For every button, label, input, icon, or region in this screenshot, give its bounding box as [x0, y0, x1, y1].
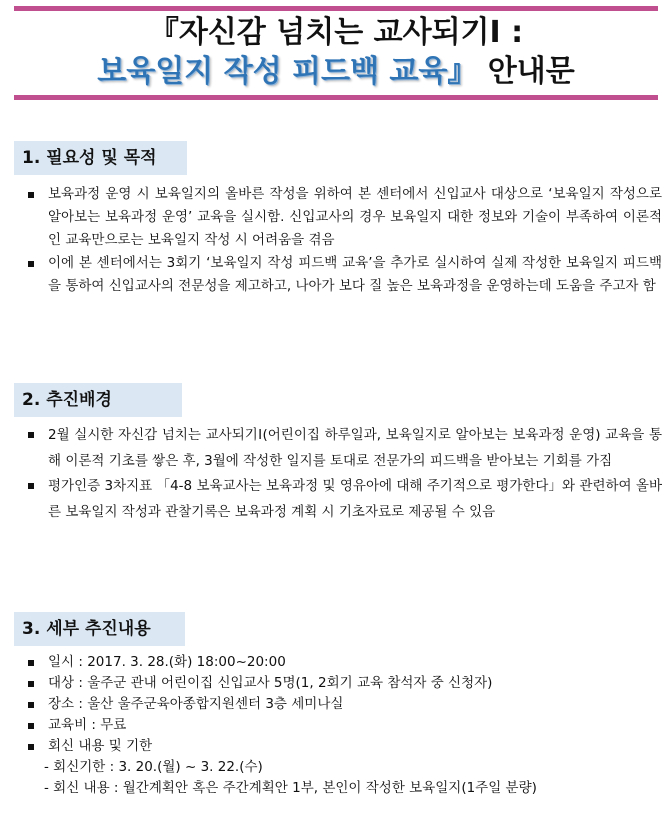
square-bullet-icon: [28, 744, 34, 750]
list-item: [22, 183, 662, 252]
list-item-text: 일시 : 2017. 3. 28.(화) 18:00~20:00: [48, 654, 286, 670]
section-body-background: [22, 423, 662, 525]
section-heading-details: 3. 세부 추진내용: [14, 612, 185, 646]
section-heading-purpose: 1. 필요성 및 목적: [14, 141, 187, 175]
list-item-text: 이에 본 센터에서는 3회기 ‘보육일지 작성 피드백 교육’을 추가로 실시하여 실제 작성한 보육일지 피드백을 통하여 신입교사의 전문성을 제고하고, 나아가 보다 질 높은 보육과정을 운영하는데 도움을 주고자 함: [48, 255, 662, 294]
list-item-text: 평가인증 3차지표 「4-8 보육교사는 보육과정 및 영유아에 대해 주기적으로 평가한다」와 관련하여 올바른 보육일지 작성과 관찰기록은 보육과정 계획 시 기초자료로 제공될 수 있음: [48, 478, 662, 520]
section-heading-background: 2. 추진배경: [14, 383, 182, 417]
list-item: [22, 673, 662, 694]
list-item: [22, 474, 662, 525]
list-item: [22, 736, 662, 757]
square-bullet-icon: [28, 192, 34, 198]
page-title-line-2: [0, 53, 672, 91]
list-item-text: 2월 실시한 자신감 넘치는 교사되기Ⅰ(어린이집 하루일과, 보육일지로 알아보는 보육과정 운영) 교육을 통해 이론적 기초를 쌓은 후, 3월에 작성한 일지를 토대로 전문가의 피드백을 받아보는 기회를 가짐: [48, 427, 662, 469]
square-bullet-icon: [28, 432, 34, 438]
list-item-text: 보육과정 운영 시 보육일지의 올바른 작성을 위하여 본 센터에서 신입교사 대상으로 ‘보육일지 작성으로 알아보는 보육과정 운영’ 교육을 실시함. 신입교사의 경우 보육일지 대한 정보와 기술이 부족하여 이론적인 교육만으로는 보육일지 작성 시 어려움을 겪음: [48, 186, 662, 248]
list-item: [22, 694, 662, 715]
square-bullet-icon: [28, 702, 34, 708]
list-item: [22, 652, 662, 673]
page-title-suffix: 안내문: [477, 54, 575, 89]
sub-item-contents: - 회신 내용 : 월간계획안 혹은 주간계획안 1부, 본인이 작성한 보육일지(1주일 분량): [44, 780, 537, 796]
list-item-text: 장소 : 울산 울주군육아종합지원센터 3층 세미나실: [48, 696, 344, 712]
square-bullet-icon: [28, 261, 34, 267]
list-item: [22, 252, 662, 298]
page-title-accent: 보육일지 작성 피드백 교육』: [97, 54, 478, 89]
bottom-rule: [14, 95, 658, 100]
sub-item-deadline: - 회신기한 : 3. 20.(월) ~ 3. 22.(수): [44, 759, 263, 775]
list-item: [22, 715, 662, 736]
page-title-line-1: 『자신감 넘치는 교사되기Ⅰ :: [148, 15, 524, 50]
square-bullet-icon: [28, 660, 34, 666]
list-item-text: 회신 내용 및 기한: [48, 738, 153, 754]
section-body-details: [22, 652, 662, 799]
top-rule: [14, 6, 658, 11]
square-bullet-icon: [28, 723, 34, 729]
section-body-purpose: [22, 183, 662, 298]
square-bullet-icon: [28, 681, 34, 687]
list-item-text: 교육비 : 무료: [48, 717, 127, 733]
list-item-text: 대상 : 울주군 관내 어린이집 신입교사 5명(1, 2회기 교육 참석자 중 신청자): [48, 675, 493, 691]
list-item: [22, 423, 662, 474]
square-bullet-icon: [28, 483, 34, 489]
